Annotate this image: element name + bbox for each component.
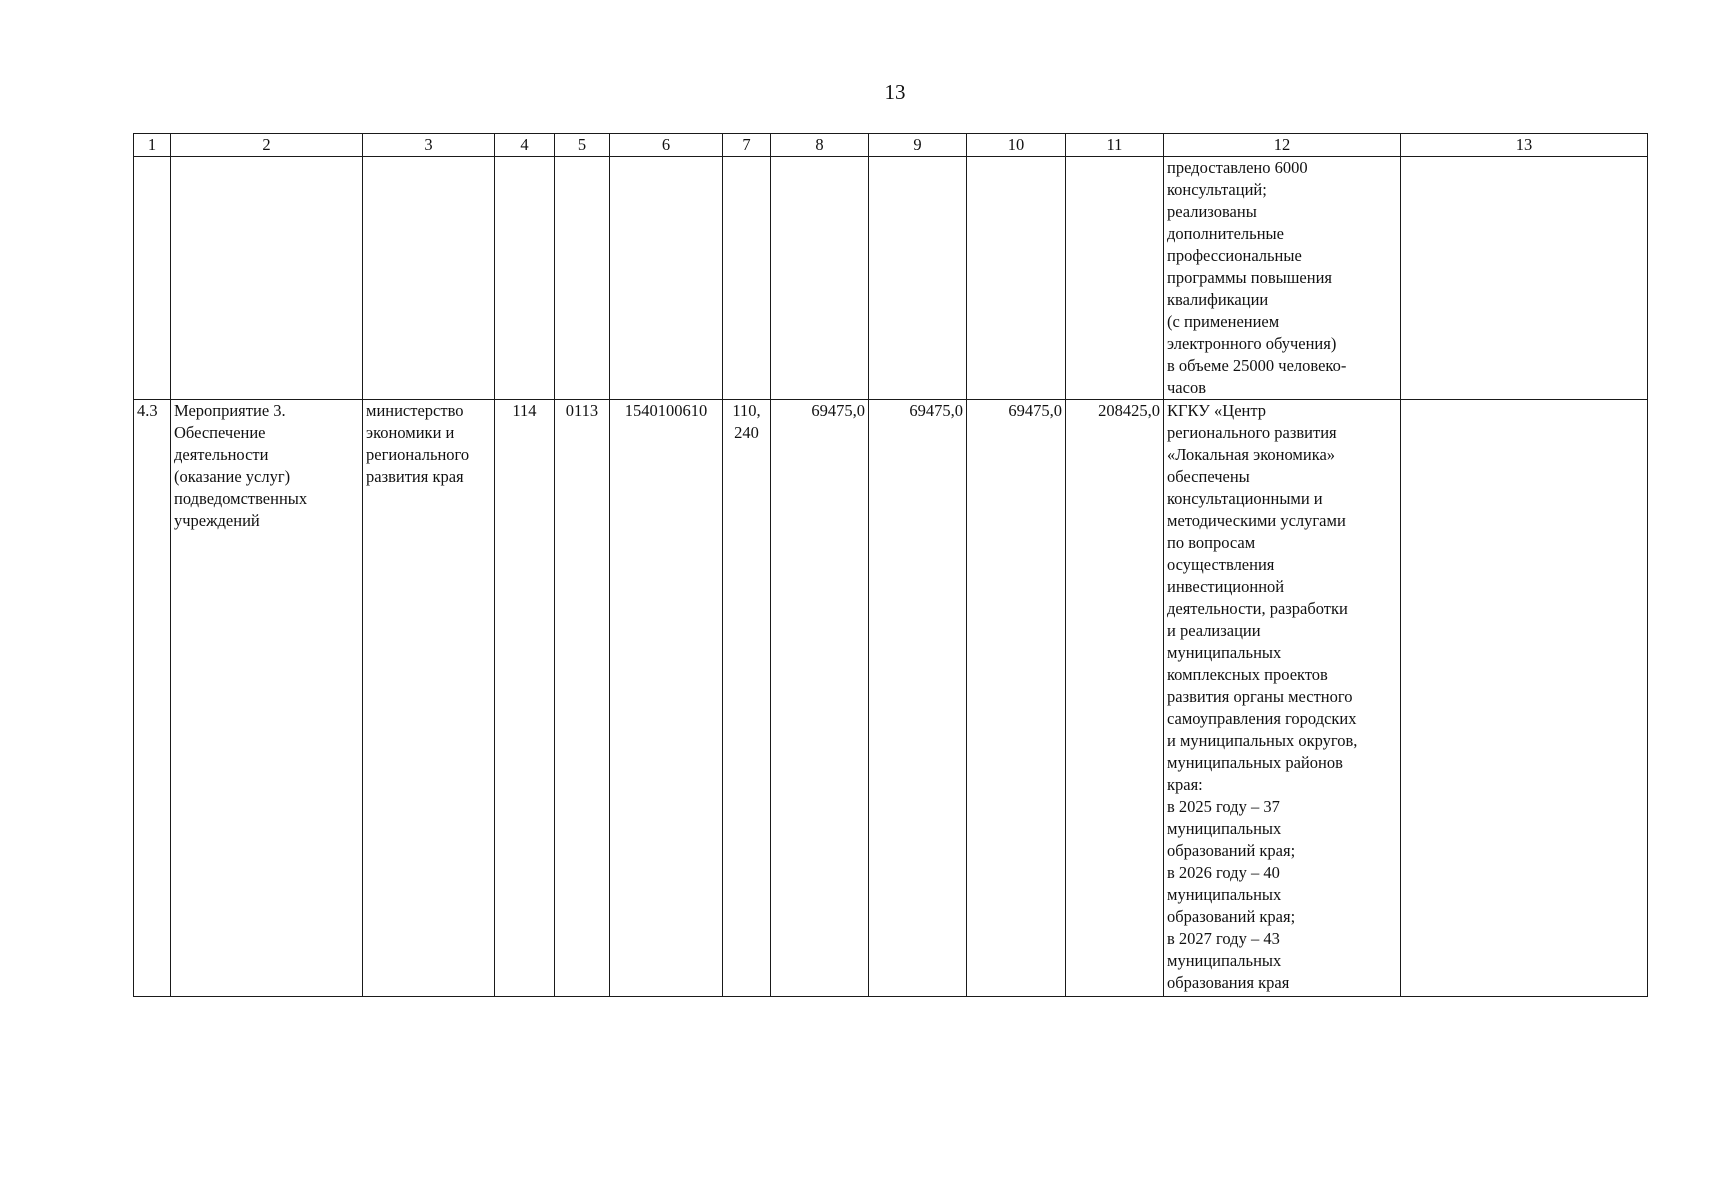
column-number-11: 11 <box>1066 134 1164 157</box>
cell-empty <box>610 157 723 400</box>
amount-total: 208425,0 <box>1066 400 1164 997</box>
code-gpbs: 114 <box>495 400 555 997</box>
amount-year-3: 69475,0 <box>967 400 1066 997</box>
cell-empty <box>134 157 171 400</box>
column-number-row <box>134 134 1648 157</box>
cell-empty <box>495 157 555 400</box>
column-number-12: 12 <box>1164 134 1401 157</box>
column-number-10: 10 <box>967 134 1066 157</box>
cell-empty <box>555 157 610 400</box>
column-number-8: 8 <box>771 134 869 157</box>
cell-empty <box>171 157 363 400</box>
item-number: 4.3 <box>134 400 171 997</box>
cell-empty <box>869 157 967 400</box>
cell-empty <box>363 157 495 400</box>
table-row-item-4-3 <box>134 400 1648 997</box>
column-number-9: 9 <box>869 134 967 157</box>
column-number-1: 1 <box>134 134 171 157</box>
code-expense-type: 110, 240 <box>723 400 771 997</box>
column-number-6: 6 <box>610 134 723 157</box>
column-number-7: 7 <box>723 134 771 157</box>
amount-year-1: 69475,0 <box>771 400 869 997</box>
column-number-4: 4 <box>495 134 555 157</box>
column-number-2: 2 <box>171 134 363 157</box>
cell-empty <box>771 157 869 400</box>
cell-empty <box>723 157 771 400</box>
cell-empty <box>1401 157 1648 400</box>
column-number-13: 13 <box>1401 134 1648 157</box>
result-description-continued: предоставлено 6000 консультаций; реализованы дополнительные профессиональные программы повышения квалификации (с применением электронного обучения) в объеме 25000 человеко- часов <box>1164 157 1401 400</box>
code-section: 0113 <box>555 400 610 997</box>
code-target-article: 1540100610 <box>610 400 723 997</box>
responsible-executor: министерство экономики и регионального развития края <box>363 400 495 997</box>
column-number-5: 5 <box>555 134 610 157</box>
table-row-continuation <box>134 157 1648 400</box>
amount-year-2: 69475,0 <box>869 400 967 997</box>
cell-empty <box>1401 400 1648 997</box>
activity-name: Мероприятие 3. Обеспечение деятельности (оказание услуг) подведомственных учреждений <box>171 400 363 997</box>
result-description: КГКУ «Центр регионального развития «Локальная экономика» обеспечены консультационными и методическими услугами по вопросам осуществления инвестиционной деятельности, разработки и реализации муниципальных комплексных проектов развития органы местного самоуправления городских и муниципальных округов, муниципальных районов края: в 2025 году – 37 муниципальных образований края; в 2026 году – 40 муниципальных образований края; в 2027 году – 43 муниципальных образования края <box>1164 400 1401 997</box>
page-number: 13 <box>884 80 906 104</box>
cell-empty <box>1066 157 1164 400</box>
cell-empty <box>967 157 1066 400</box>
column-number-3: 3 <box>363 134 495 157</box>
program-activities-table <box>133 133 1648 997</box>
